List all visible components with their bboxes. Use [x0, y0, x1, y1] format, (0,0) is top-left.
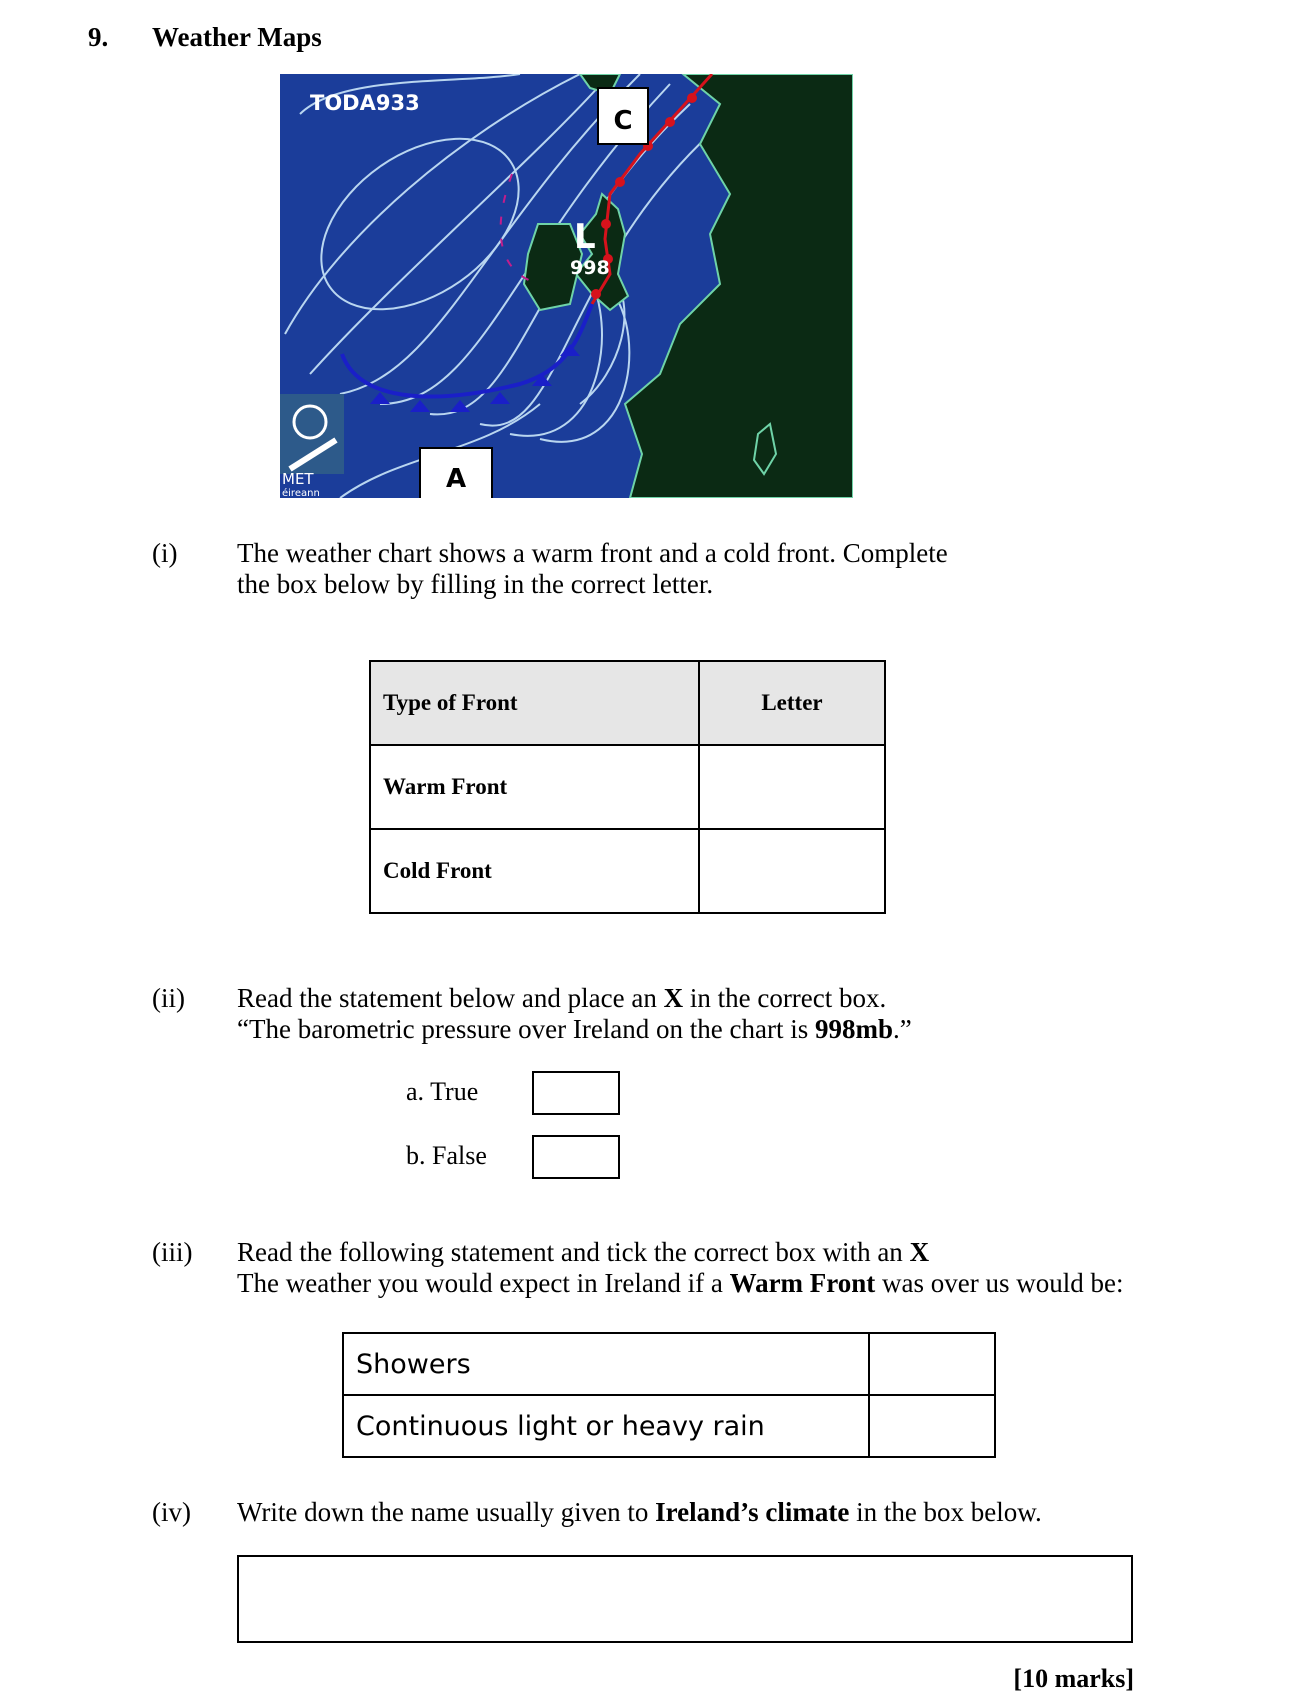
part-ii-label: (ii) [152, 983, 185, 1013]
part-iv-text: Write down the name usually given to Ireland’s climate in the box below. [237, 1497, 1042, 1527]
part-iii-text [237, 1237, 1124, 1299]
fronts-table-header [370, 661, 885, 745]
option-false-box[interactable] [532, 1135, 620, 1179]
marks-label: [10 marks] [1013, 1664, 1134, 1693]
part-ii-line2: “The barometric pressure over Ireland on the chart is 998mb.” [237, 1014, 912, 1044]
part-i-text [237, 538, 948, 600]
part-i-line2: the box below by filling in the correct letter. [237, 569, 714, 599]
option-true-box[interactable] [532, 1071, 620, 1115]
table-row [370, 829, 885, 913]
header-type-of-front: Type of Front [370, 661, 699, 745]
question-number: 9. [88, 22, 109, 52]
option-true-label: a. True [406, 1077, 479, 1106]
cold-front-letter-input[interactable] [699, 829, 885, 913]
low-pressure-label: L [574, 217, 596, 257]
part-iii-label: (iii) [152, 1237, 193, 1267]
map-top-label: TODA933 [310, 91, 420, 115]
option-false-label: b. False [406, 1141, 487, 1170]
weather-map [280, 74, 853, 498]
label-c: C [613, 106, 633, 136]
showers-tick-box[interactable] [869, 1333, 995, 1395]
part-iv-label: (iv) [152, 1497, 191, 1527]
part-i-label: (i) [152, 538, 178, 568]
part-iii-line1: Read the following statement and tick the correct box with an X [237, 1237, 930, 1267]
climate-answer-box[interactable] [237, 1555, 1133, 1643]
table-row [343, 1333, 995, 1395]
met-logo-text: MET [282, 470, 314, 488]
option-showers: Showers [343, 1333, 869, 1395]
pressure-value-label: 998 [570, 257, 610, 279]
table-row [343, 1395, 995, 1457]
part-ii-text [237, 983, 912, 1045]
row-warm-front: Warm Front [370, 745, 699, 829]
label-a: A [445, 464, 467, 494]
header-letter: Letter [699, 661, 885, 745]
continuous-rain-tick-box[interactable] [869, 1395, 995, 1457]
part-iii-line2: The weather you would expect in Ireland if a Warm Front was over us would be: [237, 1268, 1124, 1298]
weather-options-table [342, 1332, 996, 1458]
part-ii-line1: Read the statement below and place an X in the correct box. [237, 983, 887, 1013]
part-i-line1: The weather chart shows a warm front and a cold front. Complete [237, 538, 948, 568]
table-row [370, 745, 885, 829]
warm-front-letter-input[interactable] [699, 745, 885, 829]
met-logo-subtext: éireann [282, 488, 320, 498]
option-continuous-rain: Continuous light or heavy rain [343, 1395, 869, 1457]
row-cold-front: Cold Front [370, 829, 699, 913]
fronts-table [369, 660, 886, 914]
question-title: Weather Maps [152, 22, 322, 52]
